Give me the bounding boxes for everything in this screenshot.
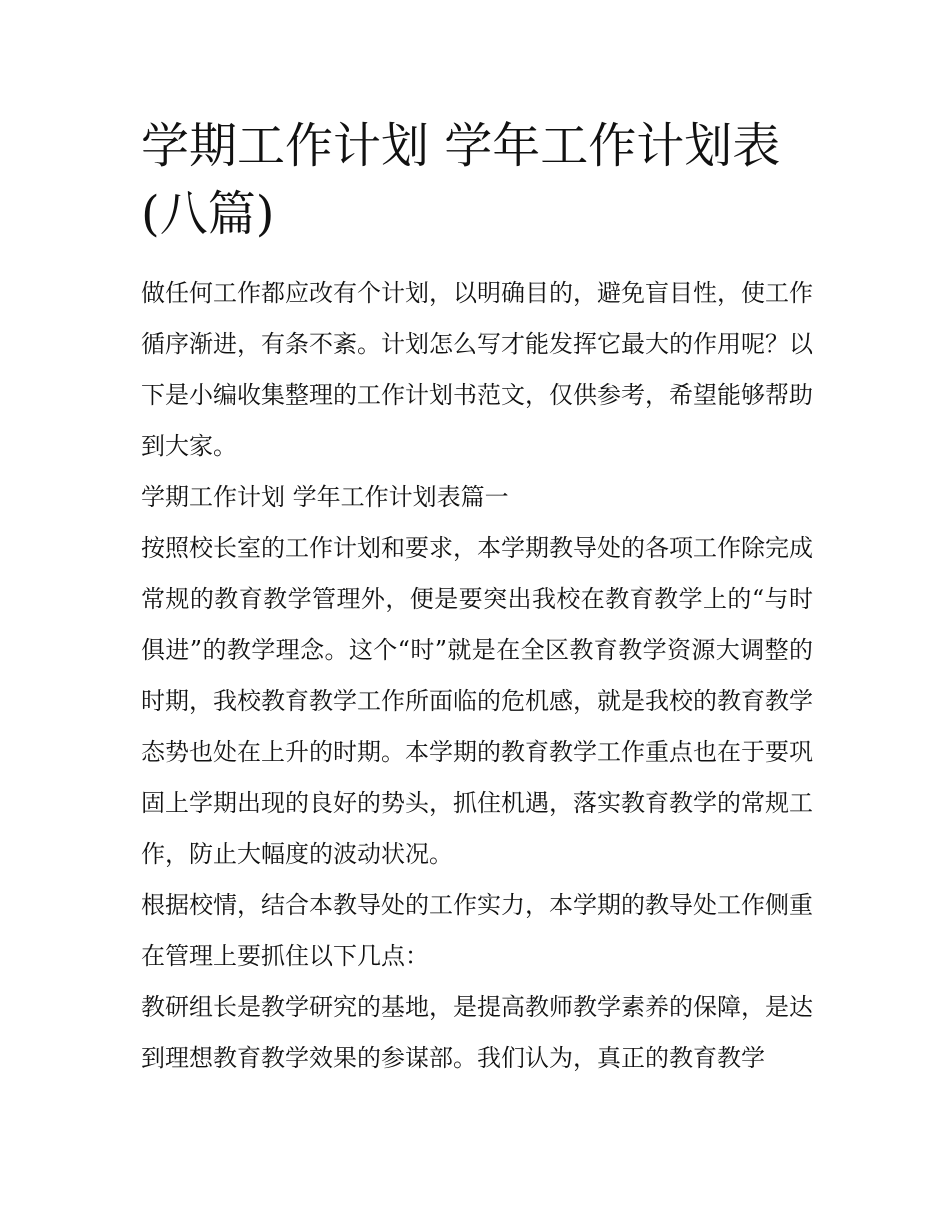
intro-paragraph: 做任何工作都应改有个计划，以明确目的，避免盲目性，使工作循序渐进，有条不紊。计划怎么写才能发挥它最大的作用呢？以下是小编收集整理的工作计划书范文，仅供参考，希望能够帮助到大家。 (141, 279, 813, 460)
body-paragraph: 根据校情，结合本教导处的工作实力，本学期的教导处工作侧重在管理上要抓住以下几点： (141, 891, 813, 970)
body-paragraph: 教研组长是教学研究的基地，是提高教师教学素养的保障，是达到理想教育教学效果的参谋部。我们认为，真正的教育教学 (141, 993, 813, 1072)
section-heading: 学期工作计划 学年工作计划表篇一 (141, 483, 509, 511)
body-paragraph: 按照校长室的工作计划和要求，本学期教导处的各项工作除完成常规的教育教学管理外，便是要突出我校在教育教学上的“与时俱进”的教学理念。这个“时”就是在全区教育教学资源大调整的时期，我校教育教学工作所面临的危机感，就是我校的教育教学态势也处在上升的时期。本学期的教育教学工作重点也在于要巩固上学期出现的良好的势头，抓住机遇，落实教育教学的常规工作，防止大幅度的波动状况。 (141, 534, 813, 868)
document-title: 学期工作计划 学年工作计划表(八篇) (141, 118, 781, 242)
document-page (141, 112, 813, 1084)
